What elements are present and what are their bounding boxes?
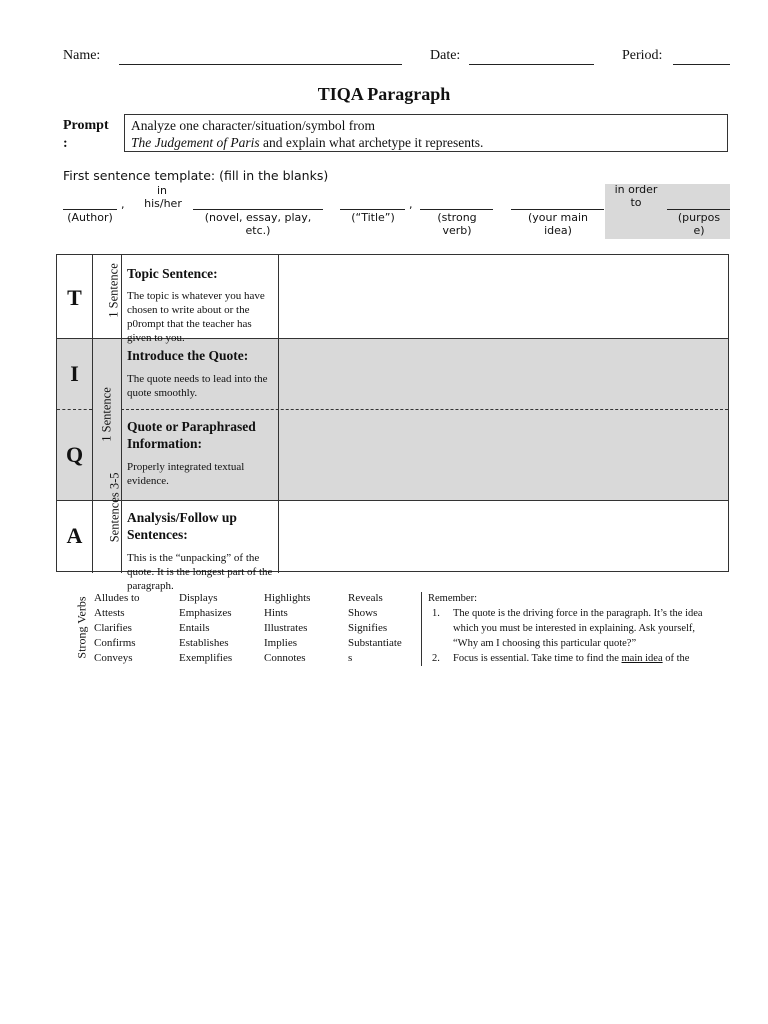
title-caption: (“Title”) (351, 211, 395, 224)
quote-desc: Properly integrated textual evidence. (127, 461, 245, 487)
date-label: Date: (430, 48, 461, 63)
template-heading: First sentence template: (fill in the blanks) (63, 168, 329, 183)
t-sentence-count: 1 Sentence (106, 263, 121, 318)
purpose-blank[interactable] (667, 209, 730, 210)
prompt-label: Prompt : (63, 118, 109, 151)
in-label: in (156, 184, 168, 197)
prompt-text-line1: Analyze one character/situation/symbol from (131, 118, 376, 133)
novel-caption: (novel, essay, play, etc.) (204, 211, 312, 237)
page-title: TIQA Paragraph (317, 84, 451, 104)
period-label: Period: (622, 48, 663, 63)
title-blank[interactable] (340, 209, 405, 210)
letter-t: T (67, 285, 82, 310)
quote-title: Quote or Paraphrased Information: (127, 419, 256, 451)
verbs-col-3: Highlights Hints Illustrates Implies Connotes (264, 592, 311, 664)
tiqa-table (56, 254, 729, 592)
verbs-col-1: Alludes to Attests Clarifies Confirms Conveys (94, 592, 140, 664)
grid-line (92, 255, 93, 573)
letter-a: A (66, 523, 83, 548)
quote-answer[interactable] (279, 410, 728, 500)
name-field[interactable] (119, 64, 402, 65)
novel-blank[interactable] (193, 209, 323, 210)
topic-sentence-desc: The topic is whatever you have chosen to write about or the p0rompt that the teacher has given to you. (127, 290, 265, 344)
purpose-caption: (purpos e) (677, 211, 721, 237)
introduce-quote-desc: The quote needs to lead into the quote smoothly. (127, 373, 268, 399)
date-field[interactable] (469, 64, 594, 65)
topic-sentence-title: Topic Sentence: (127, 266, 218, 281)
verbs-col-2: Displays Emphasizes Entails Establishes Exemplifies (179, 592, 233, 664)
remember-heading: Remember: (428, 593, 477, 604)
period-field[interactable] (673, 64, 730, 65)
analysis-desc: This is the “unpacking” of the quote. It is the longest part of the paragraph. (127, 552, 273, 592)
remember-item-1: 1. The quote is the driving force in the paragraph. It’s the idea which you must be interested in explaining. Ask yourself, “Why am I choosing this particular quote?” (432, 608, 703, 649)
in-order-to-label: in order to (614, 183, 658, 209)
author-blank[interactable] (63, 209, 117, 210)
remember-section (428, 591, 728, 666)
letter-q: Q (65, 442, 84, 467)
comma-1: , (121, 198, 125, 211)
his-her-label: his/her (144, 197, 182, 210)
idea-caption: (your main idea) (527, 211, 588, 237)
iq-sentence-count: 1 Sentence (99, 387, 114, 442)
name-label: Name: (63, 48, 101, 63)
a-sentence-count: Sentences 3-5 (107, 472, 122, 543)
introduce-quote-answer[interactable] (279, 339, 728, 409)
remember-item-2: 2. Focus is essential. Take time to find the main idea of the (432, 653, 690, 664)
idea-blank[interactable] (511, 209, 604, 210)
verbs-col-4: Reveals Shows Signifies Substantiate s (348, 592, 402, 664)
analysis-title: Analysis/Follow up Sentences: (127, 510, 237, 542)
dashed-divider (57, 409, 92, 410)
prompt-box (124, 114, 728, 152)
verb-blank[interactable] (420, 209, 493, 210)
strong-verbs-label: Strong Verbs (74, 596, 89, 659)
author-caption: (Author) (67, 211, 113, 224)
introduce-quote-title: Introduce the Quote: (127, 348, 249, 363)
letter-i: I (70, 361, 79, 386)
prompt-text-line2: The Judgement of Paris and explain what archetype it represents. (131, 135, 484, 150)
topic-sentence-answer[interactable] (279, 255, 728, 338)
analysis-answer[interactable] (279, 501, 728, 573)
verb-caption: (strong verb) (437, 211, 477, 237)
comma-2: , (409, 198, 413, 211)
remember-divider (421, 592, 422, 666)
